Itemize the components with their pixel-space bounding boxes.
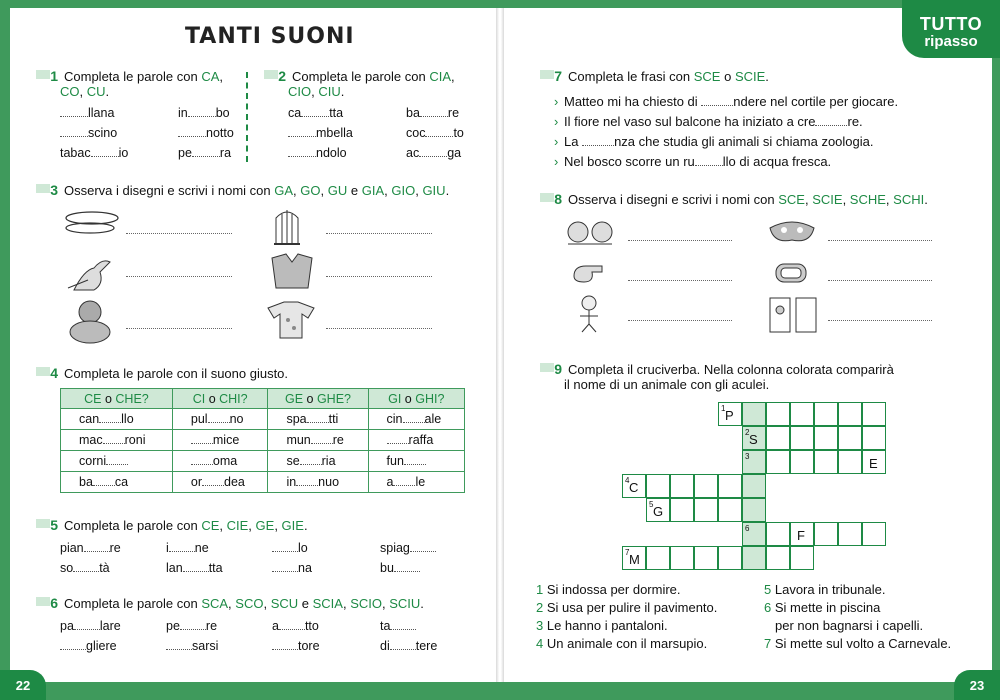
chevron-icon: › (554, 154, 559, 169)
crossword-cell[interactable] (694, 498, 718, 522)
crossword-cell[interactable] (742, 474, 766, 498)
crossword-cell[interactable] (742, 498, 766, 522)
crossword-cell[interactable] (766, 522, 790, 546)
table-cell[interactable]: fun (368, 451, 464, 472)
word-row: pian re (60, 541, 121, 555)
word-row: mbella (288, 126, 353, 140)
exercise-instruction: Completa il cruciverba. Nella colonna colorata comparirà il nome di un animale con gli aculei. (564, 362, 894, 392)
crossword-cell[interactable]: 6 (742, 522, 766, 546)
table-header: GE o GHE? (268, 389, 368, 409)
word-row: lo (272, 541, 308, 555)
exercise-instruction: Completa le parole con CA, CO, CU. (60, 69, 223, 99)
crossword-cell[interactable] (862, 426, 886, 450)
exercise-number: 2 (264, 68, 286, 80)
answer-line[interactable] (628, 280, 732, 281)
word-row: pe ra (178, 146, 232, 160)
table-header: CE o CHE? (61, 389, 173, 409)
word-row: di tere (380, 639, 438, 653)
word-row: llana (60, 106, 114, 120)
sentence: Il fiore nel vaso sul balcone ha iniziato a cre re. (564, 114, 863, 129)
exercise-2 (264, 68, 474, 99)
clue: 7 Si mette sul volto a Carnevale. (764, 636, 952, 651)
answer-line[interactable] (326, 328, 432, 329)
exercise-1 (36, 68, 246, 99)
screen-illustration (766, 294, 820, 334)
birdcage-illustration (270, 204, 304, 246)
badge-line1: TUTTO (919, 14, 983, 34)
clue: 6 Si mette in piscina (764, 600, 881, 615)
crossword-cell[interactable] (694, 474, 718, 498)
crossword-cell[interactable] (646, 546, 670, 570)
crossword-cell[interactable] (814, 402, 838, 426)
word-row: pa lare (60, 619, 121, 633)
page-number-left: 22 (0, 670, 46, 700)
exercise-7 (540, 68, 769, 84)
sentence: La nza che studia gli animali si chiama zoologia. (564, 134, 874, 149)
clue: 3 Le hanno i pantaloni. (536, 618, 668, 633)
answer-line[interactable] (628, 240, 732, 241)
sentence: Nel bosco scorre un ru llo di acqua fresca. (564, 154, 832, 169)
crossword-cell[interactable] (694, 546, 718, 570)
word-row: sarsi (166, 639, 218, 653)
word-row: na (272, 561, 312, 575)
table-cell[interactable]: corni (61, 451, 173, 472)
exercise-instruction: Completa le parole con il suono giusto. (64, 366, 289, 381)
exercise-number: 3 (36, 182, 58, 194)
word-row: so tà (60, 561, 110, 575)
right-page (502, 8, 992, 682)
crossword-cell[interactable]: 5 G (646, 498, 670, 522)
exercise-instruction: Osserva i disegni e scrivi i nomi con SCE, SCIE, SCHE, SCHI. (568, 192, 928, 207)
exercise-5 (36, 517, 308, 533)
skeleton-illustration (572, 294, 606, 334)
word-row: ba re (406, 106, 460, 120)
page-title: TANTI SUONI (185, 24, 355, 49)
exercise-instruction: Completa le parole con SCA, SCO, SCU e SCIA, SCIO, SCIU. (64, 596, 424, 611)
crossword-cell[interactable] (838, 522, 862, 546)
exercise-9 (540, 361, 894, 392)
crossword-cell[interactable] (718, 498, 742, 522)
word-row: i ne (166, 541, 209, 555)
crossword-cell[interactable] (814, 450, 838, 474)
table-cell[interactable]: can llo (61, 409, 173, 430)
table-cell[interactable]: ba ca (61, 472, 173, 493)
table-cell[interactable]: se ria (268, 451, 368, 472)
tutto-ripasso-badge (902, 0, 1000, 58)
mask-illustration (766, 216, 818, 250)
answer-line[interactable] (126, 328, 232, 329)
crossword-cell[interactable] (790, 402, 814, 426)
vest-illustration (264, 252, 320, 292)
word-row: scino (60, 126, 117, 140)
chevron-icon: › (554, 114, 559, 129)
crossword-cell[interactable] (742, 402, 766, 426)
table-cell[interactable]: mun re (268, 430, 368, 451)
table-cell[interactable]: mice (172, 430, 268, 451)
crossword-cell[interactable] (838, 402, 862, 426)
crossword-cell[interactable] (814, 426, 838, 450)
word-row: in bo (178, 106, 230, 120)
clue: 2 Si usa per pulire il pavimento. (536, 600, 718, 615)
table-header: CI o CHI? (172, 389, 268, 409)
answer-line[interactable] (326, 276, 432, 277)
sentence: Matteo mi ha chiesto di ndere nel cortile per giocare. (564, 94, 899, 109)
exercise-number: 8 (540, 191, 562, 203)
word-row: tabac io (60, 146, 129, 160)
word-row: spiag (380, 541, 436, 555)
word-row: a tto (272, 619, 319, 633)
crossword-cell[interactable] (670, 474, 694, 498)
crossword-cell[interactable] (718, 546, 742, 570)
word-row: gliere (60, 639, 117, 653)
answer-line[interactable] (828, 320, 932, 321)
crossword-cell[interactable] (838, 450, 862, 474)
badge-line2: ripasso (924, 33, 978, 50)
page-number-right: 23 (954, 670, 1000, 700)
exercise-number: 7 (540, 68, 562, 80)
chevron-icon: › (554, 94, 559, 109)
kangaroo-illustration (64, 250, 116, 294)
exercise-instruction: Completa le frasi con SCE o SCIE. (568, 69, 769, 84)
crossword-cell[interactable] (646, 474, 670, 498)
crossword-cell[interactable] (670, 546, 694, 570)
word-row: ndolo (288, 146, 347, 160)
word-row: coc to (406, 126, 464, 140)
table-cell[interactable]: or dea (172, 472, 268, 493)
crossword-cell[interactable] (862, 522, 886, 546)
skis-illustration (562, 218, 620, 248)
crossword-cell[interactable]: 3 (742, 450, 766, 474)
exercise-number: 1 (36, 68, 58, 80)
table-cell[interactable]: spa tti (268, 409, 368, 430)
table-cell[interactable]: a le (368, 472, 464, 493)
exercise-number: 6 (36, 595, 58, 607)
chevron-icon: › (554, 134, 559, 149)
word-row: ac ga (406, 146, 462, 160)
crossword-cell[interactable] (790, 546, 814, 570)
sound-table (60, 388, 465, 493)
word-row: lan tta (166, 561, 223, 575)
crossword-cell[interactable] (670, 498, 694, 522)
beans-illustration (62, 206, 122, 236)
answer-line[interactable] (828, 280, 932, 281)
book-spine (496, 8, 504, 682)
crossword-cell[interactable] (766, 426, 790, 450)
crossword-cell[interactable]: 2 S (742, 426, 766, 450)
whistle-illustration (570, 258, 606, 286)
crossword-cell[interactable] (838, 426, 862, 450)
word-row: notto (178, 126, 234, 140)
word-row: tore (272, 639, 320, 653)
pajamas-illustration (262, 298, 320, 342)
word-row: ta (380, 619, 416, 633)
crossword-cell[interactable] (790, 426, 814, 450)
clue: per non bagnarsi i capelli. (775, 618, 924, 633)
table-header: GI o GHI? (368, 389, 464, 409)
exercise-3 (36, 182, 449, 198)
crossword-cell[interactable] (766, 402, 790, 426)
answer-line[interactable] (628, 320, 732, 321)
answer-line[interactable] (828, 240, 932, 241)
table-cell[interactable]: pul no (172, 409, 268, 430)
crossword-cell[interactable] (766, 546, 790, 570)
exercise-instruction: Completa le parole con CE, CIE, GE, GIE. (64, 518, 308, 533)
crossword-cell[interactable] (790, 450, 814, 474)
answer-line[interactable] (126, 233, 232, 234)
clue: 5 Lavora in tribunale. (764, 582, 886, 597)
table-cell[interactable]: mac roni (61, 430, 173, 451)
exercise-number: 5 (36, 517, 58, 529)
crossword-cell[interactable] (718, 474, 742, 498)
crossword-cell[interactable]: F (790, 522, 814, 546)
diving-mask-illustration (770, 258, 812, 290)
clue: 4 Un animale con il marsupio. (536, 636, 708, 651)
exercise-instruction: Osserva i disegni e scrivi i nomi con GA, GO, GU e GIA, GIO, GIU. (64, 183, 450, 198)
crossword-cell[interactable] (766, 450, 790, 474)
crossword-cell[interactable] (814, 522, 838, 546)
crossword-cell[interactable]: E (862, 450, 886, 474)
exercise-8 (540, 191, 928, 207)
crossword-cell[interactable]: 4 C (622, 474, 646, 498)
crossword-cell[interactable]: 1 P (718, 402, 742, 426)
column-divider (246, 72, 248, 162)
exercise-4 (36, 365, 288, 381)
exercise-instruction: Completa le parole con CIA, CIO, CIU. (288, 69, 455, 99)
answer-line[interactable] (326, 233, 432, 234)
exercise-6 (36, 595, 424, 611)
word-row: ca tta (288, 106, 344, 120)
table-cell[interactable]: cin ale (368, 409, 464, 430)
word-row: pe re (166, 619, 218, 633)
crossword-cell[interactable]: 7 M (622, 546, 646, 570)
exercise-number: 9 (540, 361, 562, 373)
crossword-cell[interactable] (862, 402, 886, 426)
clue: 1 Si indossa per dormire. (536, 582, 681, 597)
gorilla-illustration (64, 298, 116, 344)
exercise-number: 4 (36, 365, 58, 377)
word-row: bu (380, 561, 420, 575)
table-cell[interactable]: oma (172, 451, 268, 472)
table-cell[interactable]: raffa (368, 430, 464, 451)
table-cell[interactable]: in nuo (268, 472, 368, 493)
crossword-cell[interactable] (742, 546, 766, 570)
answer-line[interactable] (126, 276, 232, 277)
